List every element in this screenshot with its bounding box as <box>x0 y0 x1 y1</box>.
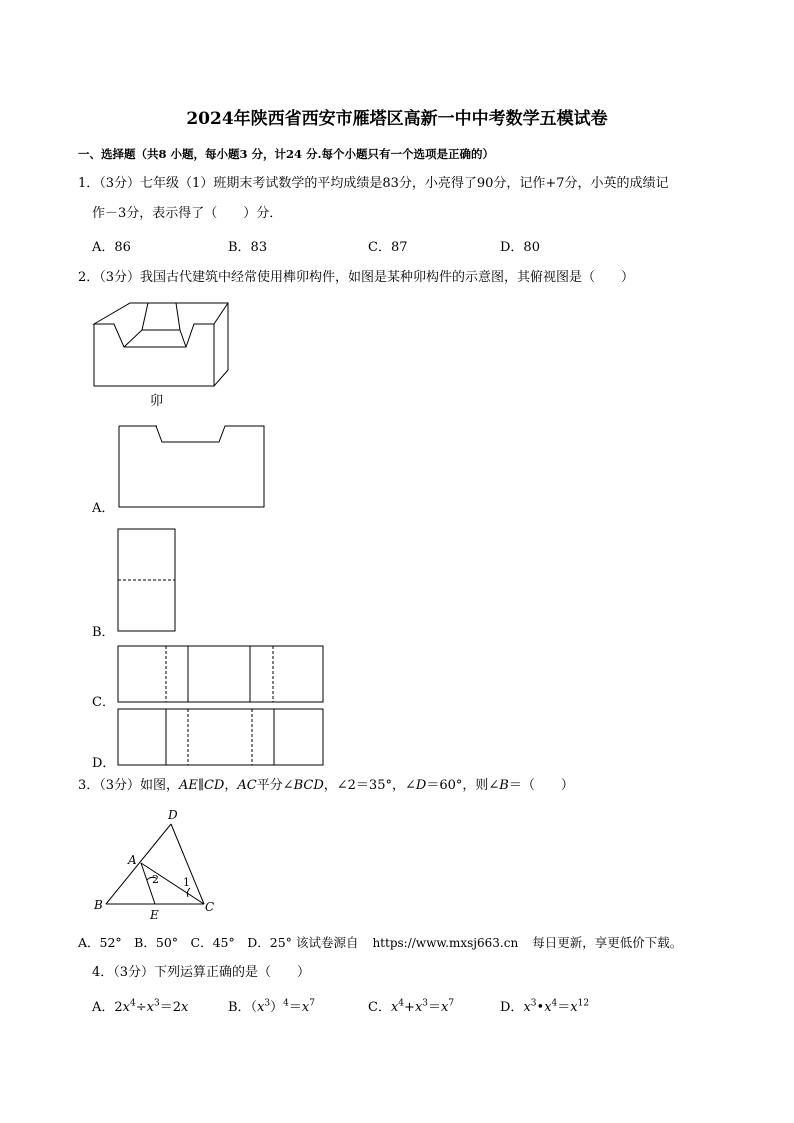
question-4-text: 4．（3分）下列运算正确的是（ ） <box>92 965 311 980</box>
question-1-line-2: 作－3分，表示得了（ ）分． <box>92 206 283 221</box>
label-e: E <box>150 908 159 922</box>
question-3-text: 3．（3分）如图，AE∥CD，AC平分∠BCD，∠2＝35°，∠D＝60°，则∠B＝（ ） <box>78 778 574 793</box>
question-2-text: 2．（3分）我国古代建筑中经常使用榫卯构件，如图是某种卯构件的示意图，其俯视图是（ ） <box>78 270 635 285</box>
question-3-answers: A．52° B．50° C．45° D．25° 该试卷源自 https://www.mxsj663.cn 每日更新，享更低价下载。 <box>78 935 683 950</box>
q4-option-d: D．$x^3•x^4=x^{12}$ <box>500 998 590 1015</box>
q1-option-b: B．83 <box>228 240 268 255</box>
question-1-line-1: 1．（3分）七年级（1）班期末考试数学的平均成绩是83分，小亮得了90分，记作+7分，小英的成绩记 <box>78 176 669 191</box>
q4-option-a: A．$2x^4\div x^3=2x$ <box>92 998 189 1015</box>
q2-figure-label: 卯 <box>150 394 164 409</box>
angle-2-label: 2 <box>152 873 159 886</box>
label-d: D <box>168 808 178 822</box>
section-heading: 一、选择题（共8 小题，每小题3 分，计24 分.每个小题只有一个选项是正确的） <box>78 147 495 161</box>
label-c: C <box>205 900 215 914</box>
q2-option-b-label: B． <box>92 625 115 640</box>
q4-option-b: B．$(x^3)^4=x^7$ <box>228 998 315 1015</box>
source-url: https://www.mxsj663.cn <box>372 936 519 950</box>
q1-option-c: C．87 <box>368 240 408 255</box>
page-title: 2024年陕西省西安市雁塔区高新一中中考数学五模试卷 <box>186 109 608 129</box>
q2-option-a-label: A． <box>92 501 115 516</box>
q4-option-c: C．$x^4+x^3=x^7$ <box>368 998 455 1015</box>
q1-option-a: A．86 <box>92 240 131 255</box>
label-a: A <box>128 853 137 867</box>
angle-1-label: 1 <box>183 876 190 889</box>
q2-option-c-label: C． <box>92 695 115 710</box>
label-b: B <box>94 898 103 912</box>
q1-option-d: D．80 <box>500 240 540 255</box>
q2-option-d-label: D． <box>92 756 116 771</box>
